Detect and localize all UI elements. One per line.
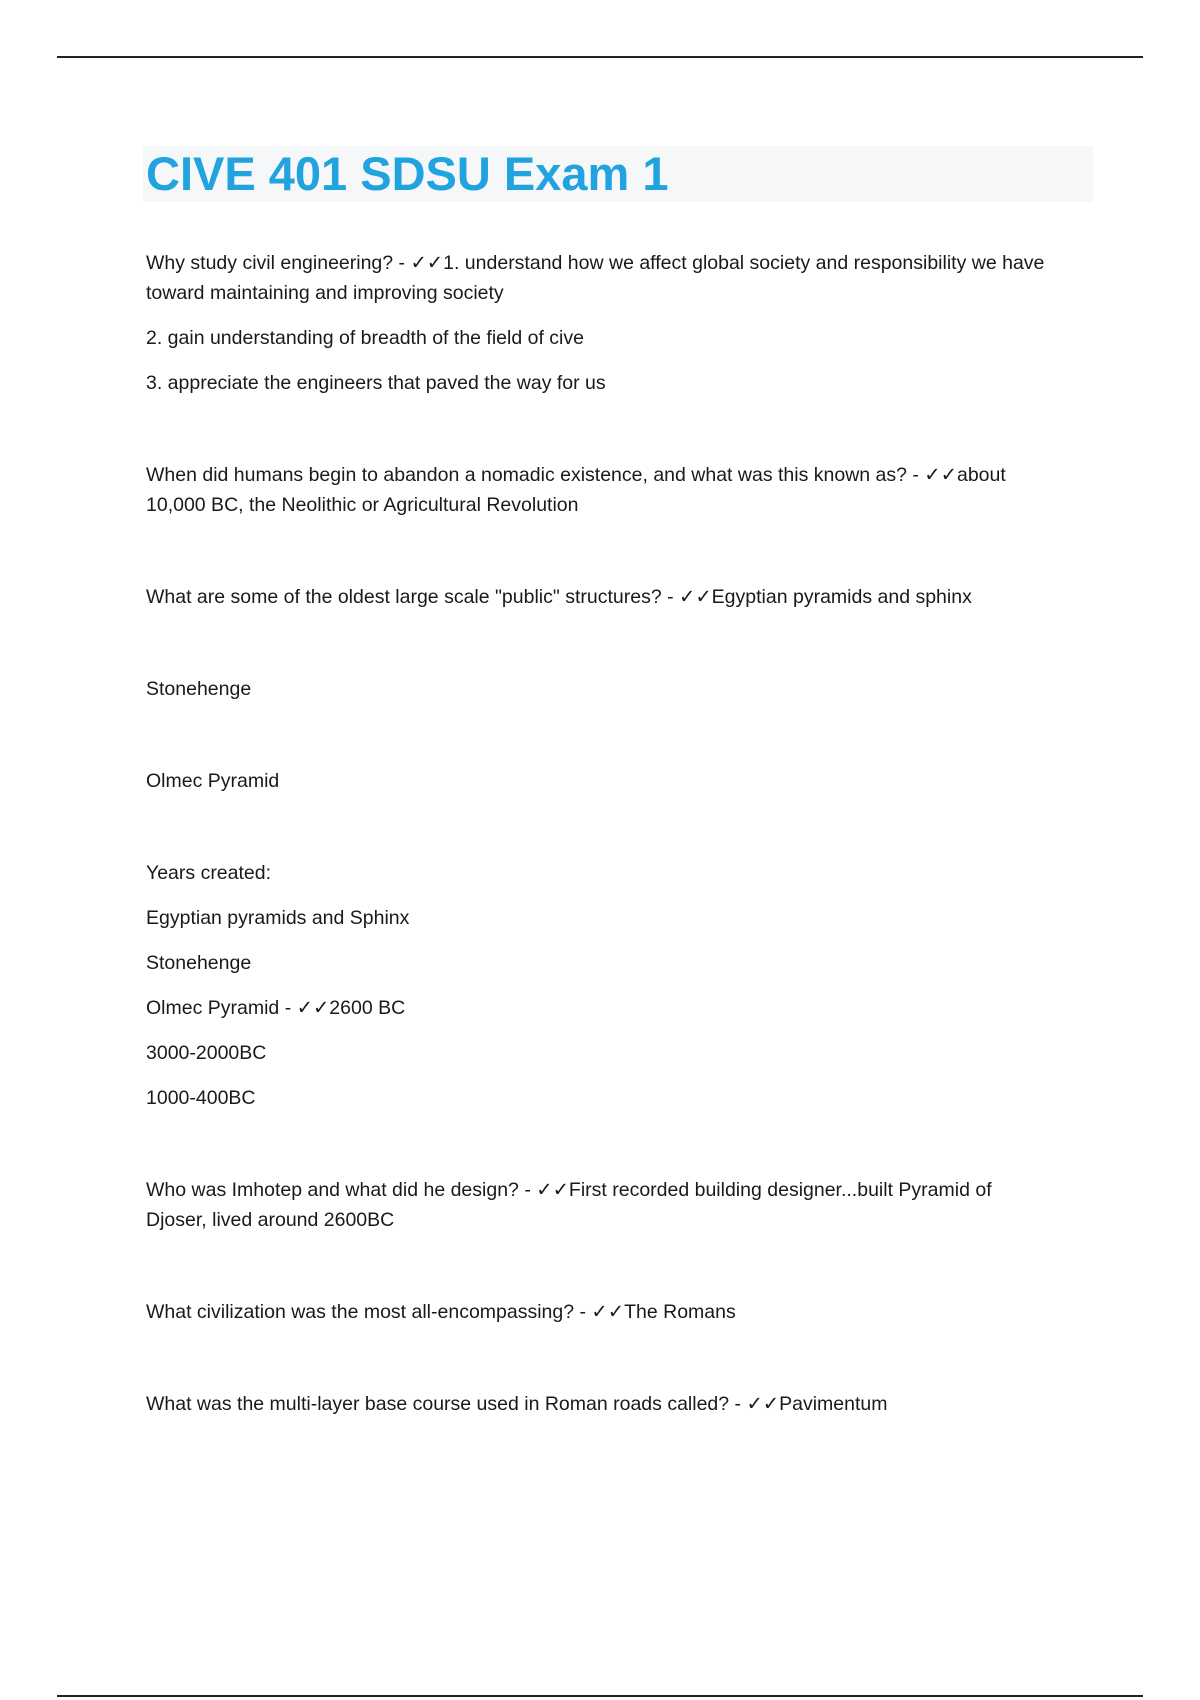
bottom-rule <box>57 1695 1143 1697</box>
paragraph-line: When did humans begin to abandon a nomadic existence, and what was this known as? - ✓✓about <box>146 464 1006 486</box>
paragraph-line: 1000-400BC <box>146 1087 256 1109</box>
top-rule <box>57 56 1143 58</box>
paragraph-line: toward maintaining and improving society <box>146 282 504 304</box>
paragraph-imhotep <box>146 1175 1096 1235</box>
paragraph-line: Olmec Pyramid <box>146 770 280 792</box>
paragraph-line: 3. appreciate the engineers that paved the way for us <box>146 372 606 394</box>
paragraph-line: What civilization was the most all-encompassing? - ✓✓The Romans <box>146 1301 736 1323</box>
paragraph-line: Egyptian pyramids and Sphinx <box>146 907 410 929</box>
paragraph-line: Why study civil engineering? - ✓✓1. understand how we affect global society and responsibility we have <box>146 252 1045 274</box>
paragraph-line: Djoser, lived around 2600BC <box>146 1209 395 1231</box>
paragraph-line: 3000-2000BC <box>146 1042 267 1064</box>
document-body <box>146 248 1096 1419</box>
paragraph-nomadic <box>146 460 1096 520</box>
paragraph-line: Years created: <box>146 862 272 884</box>
paragraph-line: Stonehenge <box>146 678 252 700</box>
paragraph-line: What are some of the oldest large scale "public" structures? - ✓✓Egyptian pyramids and sphinx <box>146 586 972 608</box>
paragraph-line: Who was Imhotep and what did he design? - ✓✓First recorded building designer...built Pyramid of <box>146 1179 992 1201</box>
paragraph-line: Stonehenge <box>146 952 252 974</box>
paragraph-line: 2. gain understanding of breadth of the field of cive <box>146 327 584 349</box>
paragraph-line: What was the multi-layer base course used in Roman roads called? - ✓✓Pavimentum <box>146 1393 888 1415</box>
document-title: CIVE 401 SDSU Exam 1 <box>146 147 669 200</box>
paragraph-line: 10,000 BC, the Neolithic or Agricultural Revolution <box>146 494 579 516</box>
paragraph-why-study <box>146 248 1096 308</box>
paragraph-line: Olmec Pyramid - ✓✓2600 BC <box>146 997 406 1019</box>
